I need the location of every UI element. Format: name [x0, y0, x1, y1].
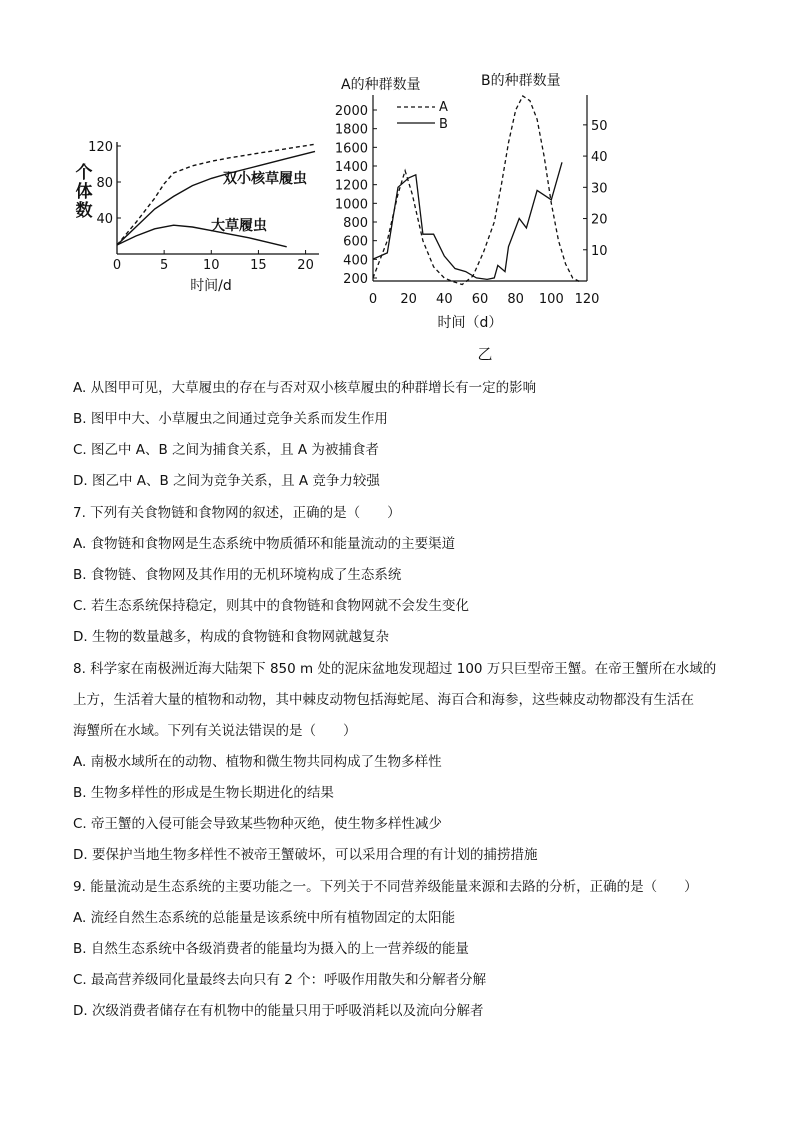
q6-option-d: D. 图乙中 A、B 之间为竞争关系，且 A 竞争力较强: [73, 473, 380, 489]
figure-yi-lines: [373, 96, 580, 285]
q8-stem: [73, 659, 733, 741]
left-y-tick-label: 1400: [335, 160, 368, 175]
q9-option-b: B. 自然生态系统中各级消费者的能量均为摄入的上一营养级的能量: [73, 941, 469, 957]
q9-option-a: A. 流经自然生态系统的总能量是该系统中所有植物固定的太阳能: [73, 910, 456, 926]
y-tick-label: 40: [96, 212, 113, 227]
x-tick-label: 120: [574, 292, 600, 307]
figure-jia-text: [76, 140, 314, 294]
y-tick-label: 120: [88, 140, 113, 155]
q7-option-b: B. 食物链、食物网及其作用的无机环境构成了生态系统: [73, 567, 402, 583]
left-y-tick-label: 800: [343, 216, 368, 231]
q6-option-c: C. 图乙中 A、B 之间为捕食关系，且 A 为被捕食者: [73, 442, 379, 458]
series-line-a: [373, 96, 580, 285]
x-tick-label: 20: [297, 258, 314, 273]
q7-stem: 7. 下列有关食物链和食物网的叙述，正确的是（ ）: [73, 505, 401, 521]
right-y-tick-label: 40: [591, 150, 608, 166]
x-tick-label: 60: [471, 292, 489, 307]
right-y-tick-label: 50: [591, 118, 608, 134]
x-axis-label: 时间/d: [190, 278, 232, 294]
x-tick-label: 0: [368, 292, 378, 307]
y-tick-label: 80: [96, 176, 113, 191]
x-tick-label: 5: [160, 258, 169, 273]
q7-option-a: A. 食物链和食物网是生态系统中物质循环和能量流动的主要渠道: [73, 536, 456, 552]
q8-option-c: C. 帝王蟹的入侵可能会导致某些物种灭绝，使生物多样性减少: [73, 816, 443, 832]
q8-stem-line-1: 8. 科学家在南极洲近海大陆架下 850 m 处的泥床盆地发现超过 100 万只巨型帝王蟹。在帝王蟹所在水域的: [73, 661, 717, 677]
x-tick-label: 80: [507, 292, 524, 307]
y-axis-label: 个: [75, 163, 93, 183]
series-label: 双小核草履虫: [223, 171, 307, 187]
x-tick-label: 0: [112, 258, 122, 273]
left-y-tick-label: 1600: [335, 141, 368, 157]
q8-stem-line-2: 上方，生活着大量的植物和动物，其中棘皮动物包括海蛇尾、海百合和海参，这些棘皮动物都没有生活在: [73, 692, 694, 708]
right-axis-title: B的种群数量: [481, 73, 561, 89]
q6-option-a: A. 从图甲可见，大草履虫的存在与否对双小核草履虫的种群增长有一定的影响: [73, 380, 537, 396]
left-y-tick-label: 2000: [335, 104, 368, 119]
left-y-tick-label: 1800: [335, 122, 368, 138]
q9-option-d: D. 次级消费者储存在有机物中的能量只用于呼吸消耗以及流向分解者: [73, 1003, 484, 1019]
q6-option-b: B. 图甲中大、小草履虫之间通过竞争关系而发生作用: [73, 411, 388, 427]
legend-label-b: B: [439, 117, 448, 132]
y-axis-label: 数: [75, 201, 93, 221]
q8-option-d: D. 要保护当地生物多样性不被帝王蟹破坏，可以采用合理的有计划的捕捞措施: [73, 847, 538, 863]
y-axis-label: 体: [75, 182, 93, 202]
figure-yi-text: [335, 72, 608, 363]
x-tick-label: 10: [203, 258, 220, 273]
right-y-tick-label: 10: [591, 243, 608, 259]
x-tick-label: 20: [400, 292, 417, 307]
q9-option-c: C. 最高营养级同化量最终去向只有 2 个：呼吸作用散失和分解者分解: [73, 972, 487, 988]
left-y-tick-label: 200: [343, 272, 368, 287]
x-tick-label: 40: [436, 292, 453, 307]
right-y-tick-label: 20: [591, 212, 608, 228]
q7-option-c: C. 若生态系统保持稳定，则其中的食物链和食物网就不会发生变化: [73, 598, 470, 614]
q8-stem-line-3: 海蟹所在水域。下列有关说法错误的是（ ）: [73, 723, 357, 739]
legend-label-a: A: [439, 100, 448, 115]
q9-stem: 9. 能量流动是生态系统的主要功能之一。下列关于不同营养级能量来源和去路的分析，正确的是（ ）: [73, 879, 698, 895]
x-tick-label: 15: [250, 258, 267, 273]
right-y-tick-label: 30: [591, 181, 608, 197]
figure-jia: [70, 130, 330, 300]
left-y-tick-label: 1200: [335, 178, 368, 194]
series-line-b: [373, 162, 562, 279]
x-tick-label: 100: [538, 292, 564, 307]
left-y-tick-label: 1000: [335, 197, 368, 213]
q8-option-a: A. 南极水域所在的动物、植物和微生物共同构成了生物多样性: [73, 754, 442, 770]
figure-caption: 乙: [477, 345, 493, 363]
figure-yi: [335, 65, 615, 365]
q8-option-b: B. 生物多样性的形成是生物长期进化的结果: [73, 785, 334, 801]
series-label: 大草履虫: [211, 218, 267, 234]
q7-option-d: D. 生物的数量越多，构成的食物链和食物网就越复杂: [73, 629, 389, 645]
left-y-tick-label: 400: [343, 253, 368, 269]
left-axis-title: A的种群数量: [341, 77, 421, 93]
left-y-tick-label: 600: [343, 234, 368, 250]
x-axis-label: 时间（d）: [437, 315, 503, 331]
